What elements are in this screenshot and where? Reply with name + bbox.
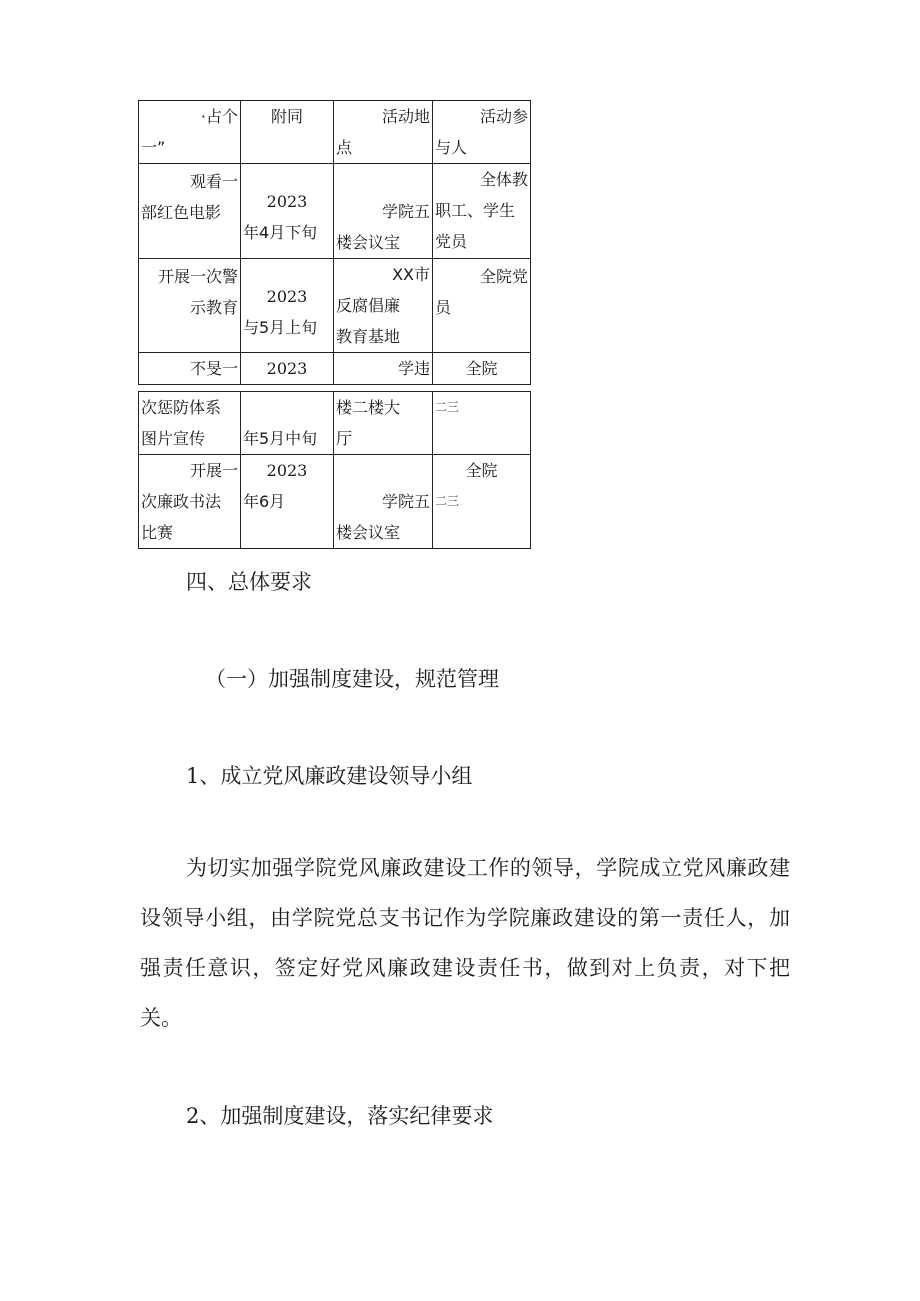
- cell-text: 次惩防体系: [141, 398, 222, 417]
- cell-text: 厅: [336, 429, 353, 448]
- table-cell: [334, 392, 433, 455]
- item-heading: 1、成立党风廉政建设领导小组: [186, 764, 473, 788]
- table-cell: [433, 259, 531, 353]
- cell-text: 与5月上旬: [243, 318, 318, 337]
- activity-table: [138, 100, 531, 385]
- table-cell: [433, 392, 531, 455]
- cell-text: 2023: [266, 359, 308, 378]
- cell-text: 点: [336, 138, 353, 157]
- cell-text: 职工、学生: [435, 201, 516, 220]
- table-cell: [433, 353, 531, 385]
- cell-text: 全院: [465, 461, 498, 480]
- cell-text: 观看一: [189, 172, 238, 191]
- activity-table-continued: [138, 391, 531, 549]
- table-cell: [241, 353, 334, 385]
- table-cell: [241, 101, 334, 164]
- cell-text: 开展一次警: [157, 267, 238, 286]
- cell-text: 学院五: [381, 202, 430, 221]
- table-row: [139, 455, 531, 549]
- cell-text: 2023: [266, 192, 308, 211]
- cell-text: 不旻一: [189, 359, 238, 378]
- cell-text: 部红色电影: [141, 203, 222, 222]
- cell-text: 年6月: [243, 492, 286, 511]
- table-header-row: [139, 101, 531, 164]
- cell-text: 全院党: [479, 267, 528, 286]
- table-cell: [433, 164, 531, 259]
- table-cell: [241, 259, 334, 353]
- body-paragraph: 为切实加强学院党风廉政建设工作的领导，学院成立党风廉政建设领导小组，由学院党总支书记作为学院廉政建设的第一责任人，加强责任意识，签定好党风廉政建设责任书，做到对上负责，对下把关。: [140, 856, 790, 1030]
- cell-text: 全院: [465, 359, 498, 378]
- cell-text: 开展一: [189, 461, 238, 480]
- cell-text: 学院五: [381, 492, 430, 511]
- table-cell: [334, 164, 433, 259]
- cell-text: 2023: [266, 461, 308, 480]
- cell-text: 2023: [266, 287, 308, 306]
- table-cell: [241, 392, 334, 455]
- cell-text: 附同: [270, 107, 303, 126]
- cell-text: 一”: [141, 138, 166, 157]
- table-cell: [139, 392, 241, 455]
- table-cell: [334, 101, 433, 164]
- cell-text: 反腐倡廉: [336, 296, 401, 315]
- table-row: [139, 164, 531, 259]
- item-heading: 2、加强制度建设，落实纪律要求: [186, 1104, 494, 1128]
- table-row: [139, 259, 531, 353]
- cell-text: 员: [435, 298, 452, 317]
- cell-text: 次廉政书法: [141, 492, 222, 511]
- table-row: [139, 392, 531, 455]
- cell-text: 学违: [397, 359, 430, 378]
- cell-text: 二三: [435, 400, 460, 414]
- table-cell: [139, 455, 241, 549]
- cell-text: 比赛: [141, 523, 174, 542]
- table-cell: [139, 164, 241, 259]
- table-cell: [241, 455, 334, 549]
- table-cell: [433, 101, 531, 164]
- cell-text: 图片宣传: [141, 429, 206, 448]
- cell-text: 活动参: [479, 107, 528, 126]
- cell-text: 年5月中旬: [243, 429, 318, 448]
- table-cell: [433, 455, 531, 549]
- table-cell: [139, 259, 241, 353]
- table-cell: [139, 353, 241, 385]
- table-cell: [334, 455, 433, 549]
- table-row: [139, 353, 531, 385]
- cell-text: 示教育: [189, 298, 238, 317]
- cell-text: 教育基地: [336, 327, 401, 346]
- cell-text: 楼会议宝: [336, 233, 401, 252]
- table-cell: [241, 164, 334, 259]
- section-title: 四、总体要求: [186, 570, 312, 594]
- cell-text: 全体教: [479, 170, 528, 189]
- cell-text: 楼会议室: [336, 523, 401, 542]
- cell-text: 党员: [435, 232, 468, 251]
- table-cell: [334, 353, 433, 385]
- cell-text: 活动地: [381, 107, 430, 126]
- subsection-title: （一）加强制度建设，规范管理: [205, 667, 499, 691]
- cell-text: XX市: [392, 265, 430, 284]
- cell-text: 二三: [435, 494, 460, 508]
- table-cell: [334, 259, 433, 353]
- cell-text: 楼二楼大: [336, 398, 401, 417]
- cell-text: 年4月下旬: [243, 223, 318, 242]
- table-cell: [139, 101, 241, 164]
- cell-text: ·占个: [200, 107, 238, 126]
- cell-text: 与人: [435, 138, 468, 157]
